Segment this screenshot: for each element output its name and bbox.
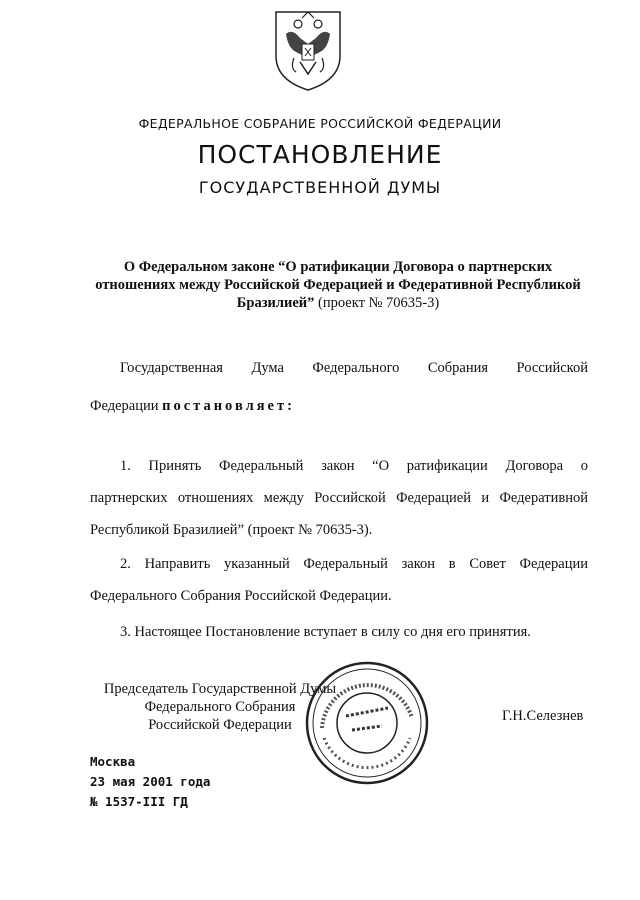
document-type-title: ПОСТАНОВЛЕНИЕ bbox=[197, 140, 443, 169]
signer-title-line-1: Председатель Государственной Думы bbox=[103, 681, 337, 697]
subject-project-number: (проект № 70635-3) bbox=[314, 295, 440, 311]
signer-name: Г.Н.Селезнев bbox=[502, 708, 584, 724]
footer-city: Москва bbox=[90, 754, 136, 769]
item-1-line-2: партнерских отношениях между Российской Федерацией и Федеративной bbox=[90, 490, 588, 506]
coat-of-arms-icon bbox=[272, 8, 344, 94]
subject-law-title: О Федеральном законе “О ратификации Договора о партнерских отношениях между Российской Федерацией и Федеративной Республикой Бразилией” bbox=[95, 259, 581, 311]
signer-title-line-3: Российской Федерации bbox=[148, 717, 292, 733]
intro-line-2 bbox=[90, 390, 295, 422]
intro-line-1: Государственная Дума Федерального Собрания Российской bbox=[120, 360, 588, 376]
item-2-line-2: Федерального Собрания Российской Федерации. bbox=[90, 588, 392, 604]
signer-title-line-2: Федерального Собрания bbox=[144, 699, 296, 715]
stamp-seal bbox=[302, 658, 432, 788]
resolves-keyword: постановляет: bbox=[162, 398, 295, 414]
document-subject bbox=[88, 258, 588, 312]
footer-date: 23 мая 2001 года bbox=[90, 774, 211, 789]
intro-line-2-text: Федерации bbox=[90, 398, 163, 414]
item-2-line-1: 2. Направить указанный Федеральный закон в Совет Федерации bbox=[120, 556, 588, 572]
footer-number: № 1537-III ГД bbox=[90, 794, 188, 809]
document-footer bbox=[90, 752, 210, 812]
org-name: ФЕДЕРАЛЬНОЕ СОБРАНИЕ РОССИЙСКОЙ ФЕДЕРАЦИИ bbox=[138, 116, 502, 131]
item-3: 3. Настоящее Постановление вступает в силу со дня его принятия. bbox=[120, 624, 531, 640]
document-issuer-subtitle: ГОСУДАРСТВЕННОЙ ДУМЫ bbox=[198, 178, 442, 197]
item-1-line-3: Республикой Бразилией” (проект № 70635-3). bbox=[90, 522, 373, 538]
item-1-line-1: 1. Принять Федеральный закон “О ратификации Договора о bbox=[120, 458, 588, 474]
